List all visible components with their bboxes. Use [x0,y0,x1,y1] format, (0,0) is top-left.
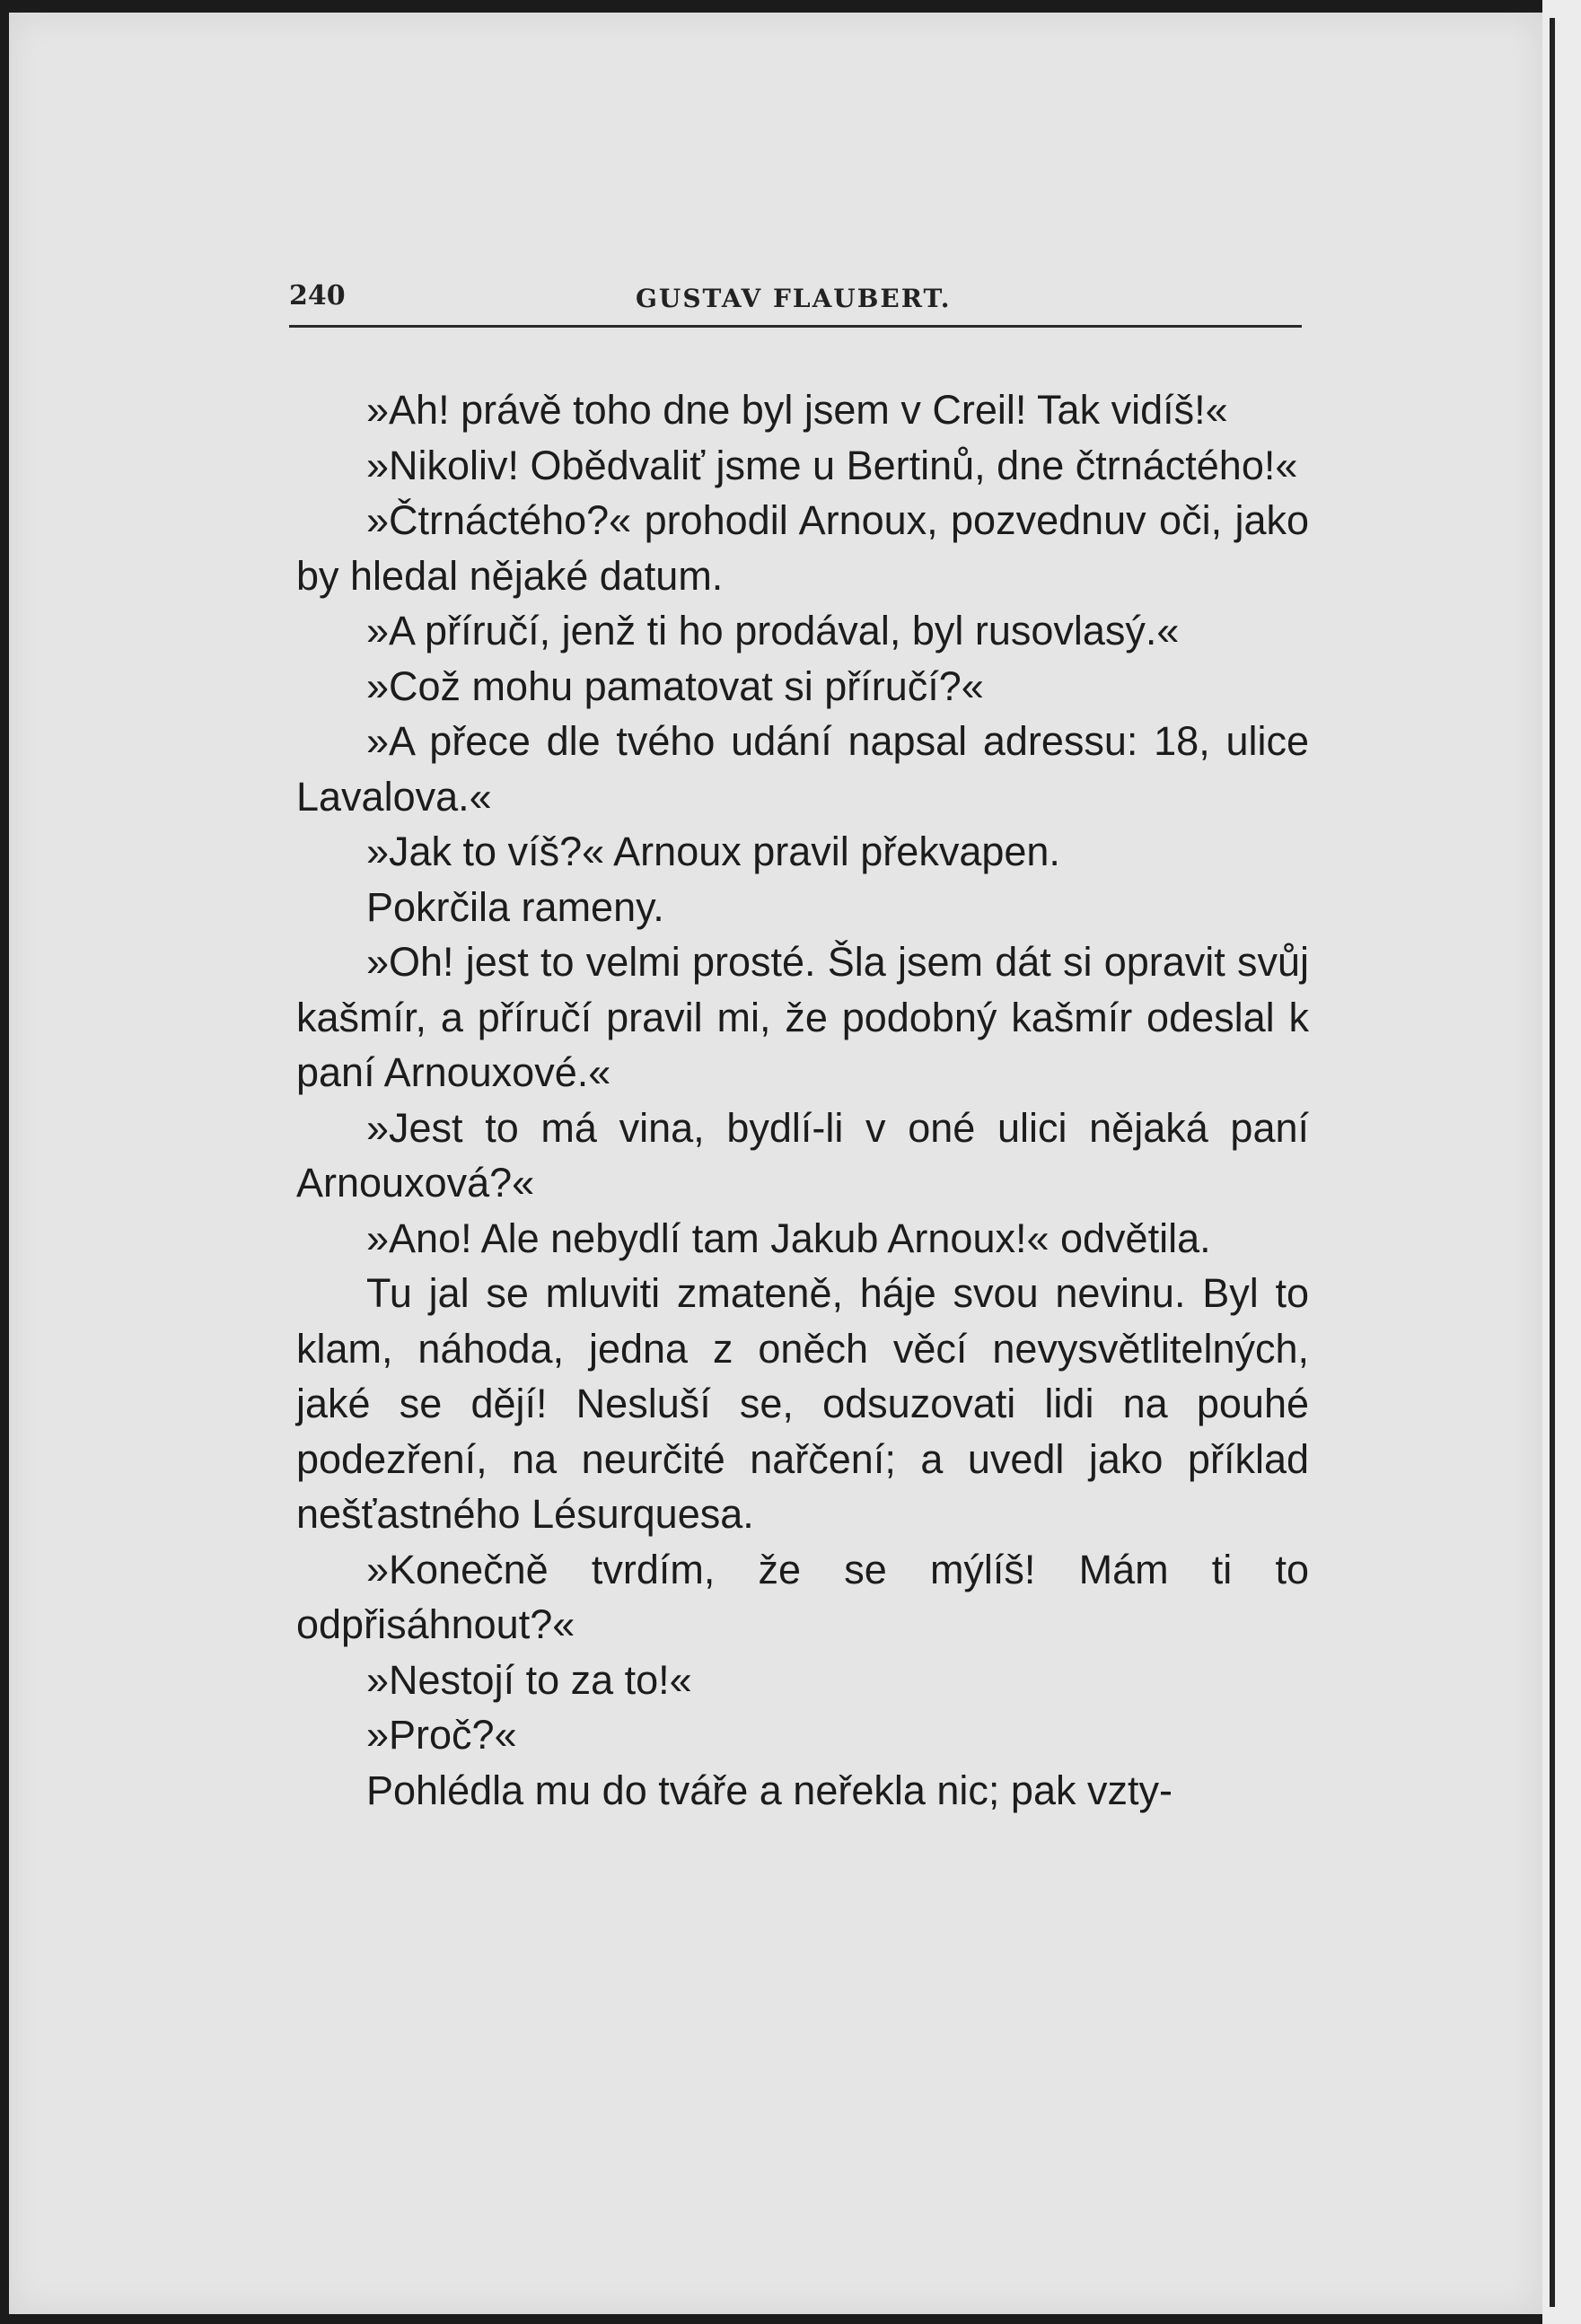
paragraph: »Čtrnáctého?« prohodil Arnoux, pozvednuv oči, jako by hledal nějaké datum. [296,497,1309,599]
paragraph: »A přece dle tvého udání napsal adressu: 18, ulice Lavalova.« [296,718,1309,820]
page-number: 240 [289,280,346,311]
body-text [296,382,1309,1818]
paragraph: »Jest to má vina, bydlí-li v oné ulici nějaká paní Arnouxová?« [296,1104,1309,1206]
paragraph: »Ah! právě toho dne byl jsem v Creil! Tak vidíš!« [366,387,1228,433]
page-header [289,280,1302,328]
paragraph: Pokrčila rameny. [366,883,664,930]
paragraph: Tu jal se mluviti zmateně, háje svou nevinu. Byl to klam, náhoda, jedna z oněch věcí nevysvětlitelných, jaké se dějí! Nesluší se, odsuzovati lidi na pouhé podezření, na neurčité nařčení; a uvedl jako příklad nešťastného Lésurquesa. [296,1270,1309,1537]
edge-shadow [1550,18,1555,2307]
paragraph: Pohlédla mu do tváře a neřekla nic; pak vzty- [366,1767,1173,1813]
paragraph: »Nestojí to za to!« [366,1656,692,1703]
book-edge [1542,0,1581,2324]
paragraph: »Ano! Ale nebydlí tam Jakub Arnoux!« odvětila. [366,1215,1211,1261]
paragraph: »Což mohu pamatovat si příručí?« [366,662,984,709]
paragraph: »Jak to víš?« Arnoux pravil překvapen. [366,829,1060,874]
paragraph: »Nikoliv! Obědvaliť jsme u Bertinů, dne čtrnáctého!« [366,442,1298,488]
paragraph: »Oh! jest to velmi prosté. Šla jsem dát si opravit svůj kašmír, a příručí pravil mi, že podobný kašmír odeslal k paní Arnouxové.« [296,939,1309,1095]
paragraph: »Proč?« [366,1712,517,1758]
running-head: GUSTAV FLAUBERT. [636,284,952,313]
paragraph: »Konečně tvrdím, že se mýlíš! Mám ti to odpřisáhnout?« [296,1546,1309,1647]
paragraph: »A příručí, jenž ti ho prodával, byl rusovlasý.« [366,608,1180,653]
